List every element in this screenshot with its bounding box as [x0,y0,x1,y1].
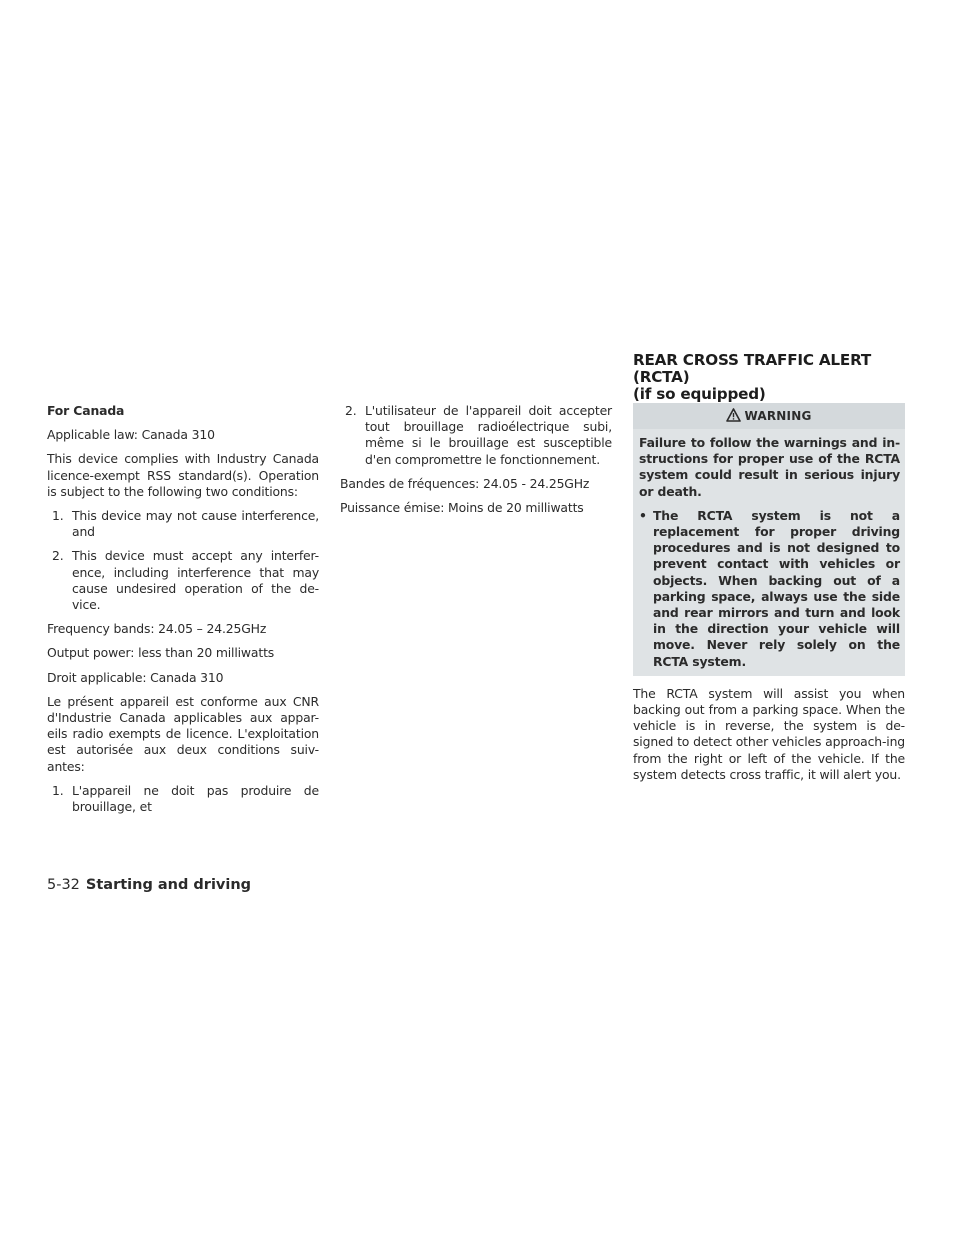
list-text: L'utilisateur de l'appareil doit accepter tout brouillage radioélectrique subi, même si le brouillage est susceptible d'en compromettre le fonctionnement. [365,403,612,467]
section-title [633,352,923,403]
numbered-list [47,508,319,613]
paragraph: Bandes de fréquences: 24.05 - 24.25GHz [340,475,590,491]
bullet-mark: • [639,507,647,523]
list-number: 2. [345,403,357,418]
paragraph: Puissance émise: Moins de 20 milliwatts [340,500,584,516]
footer-section-name: Starting and driving [85,877,252,893]
list-number: 2. [52,548,64,564]
list-item [47,783,319,815]
warning-box [633,403,905,676]
numbered-list-french-cont [340,403,612,468]
list-number: 1. [52,508,64,524]
list-item [340,403,612,468]
column-middle [340,403,612,524]
warning-bullet [639,508,900,670]
list-text: This device may not cause interference, and [72,508,319,540]
page-number: 5-32 [47,877,80,893]
list-number: 1. [52,782,64,798]
paragraph: Frequency bands: 24.05 – 24.25GHz [47,621,267,637]
list-item [47,508,319,540]
warning-text: Failure to follow the warnings and in-structions for proper use of the RCTA system could result in serious injury or death. [639,435,900,499]
paragraph: This device complies with Industry Canada licence-exempt RSS standard(s). Operation is subject to the following two conditions: [47,451,319,499]
paragraph: The RCTA system will assist you when backing out from a parking space. When the vehicle is in reverse, the system is de-signed to detect other vehicles approach-ing from the right or left of the vehicle. If the system detects cross traffic, it will alert you. [633,685,905,782]
warning-triangle-icon [726,408,741,422]
paragraph: Droit applicable: Canada 310 [47,669,224,685]
subheading-for-canada: For Canada [47,403,125,418]
paragraph: Le présent appareil est conforme aux CNR d'Industrie Canada applicables aux appar-eils radio exempts de licence. L'exploitation est autorisée aux deux conditions suiv-antes: [47,693,319,774]
list-text: L'appareil ne doit pas produire de brouillage, et [72,782,319,815]
section-title-line1: REAR CROSS TRAFFIC ALERT (RCTA) [633,351,872,386]
paragraph: Output power: less than 20 milliwatts [47,645,275,661]
list-item [47,548,319,613]
page-footer [47,876,251,894]
warning-bullet-text: The RCTA system is not a replacement for proper driving procedures and is not designed to prevent contact with vehicles or objects. When backing out of a parking space, always use the side and rear mirrors and turn and look in the direction your vehicle will move. Never rely solely on the RCTA system. [653,507,900,669]
list-text: This device must accept any interfer-ence, including interference that may cause undesired operation of the de-vice. [72,548,319,613]
warning-label: WARNING [744,409,812,423]
paragraph: Applicable law: Canada 310 [47,427,215,443]
numbered-list-french [47,783,319,815]
warning-header [633,403,905,429]
column-left [47,403,319,823]
section-title-line2: (if so equipped) [633,385,766,403]
column-right [633,403,905,791]
